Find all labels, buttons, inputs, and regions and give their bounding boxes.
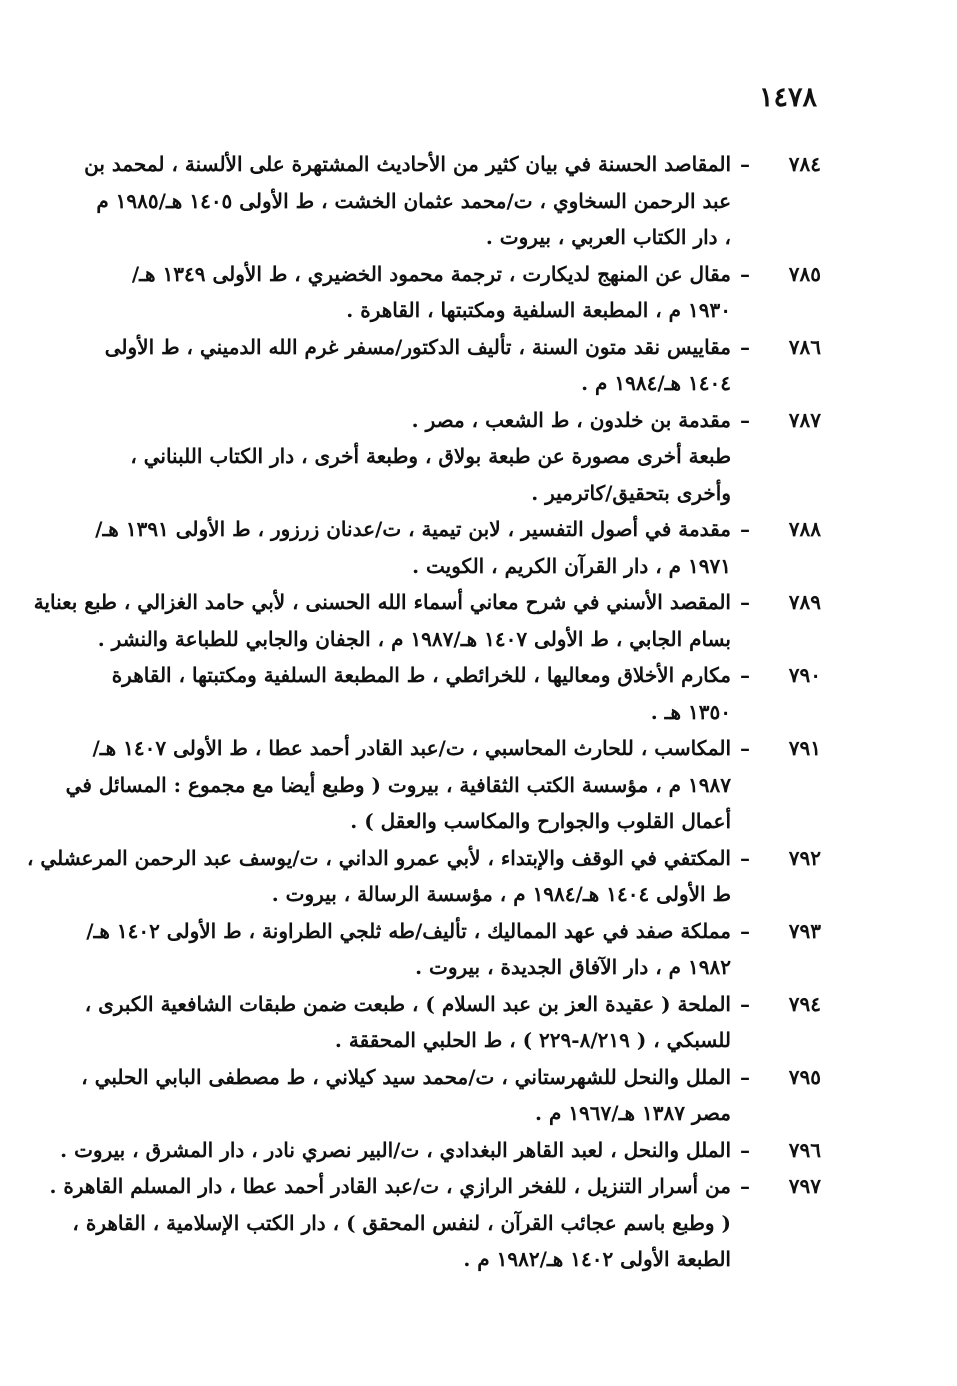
page-number: ١٤٧٨ xyxy=(758,82,817,113)
entry-number: ٧٨٩ xyxy=(788,590,821,614)
entry-dash: – xyxy=(740,736,750,760)
entry-line: طبعة أخرى مصورة عن طبعة بولاق ، وطبعة أخرى ، دار الكتاب اللبناني ، xyxy=(130,444,731,468)
entry-dash: – xyxy=(740,261,750,286)
entry-number: ٧٩٢ xyxy=(788,845,821,870)
entry-text xyxy=(112,657,731,730)
bibliography-entry xyxy=(104,329,821,402)
entry-line: وأخرى بتحقيق/كاترمير . xyxy=(531,480,731,505)
entry-dash: – xyxy=(740,845,750,870)
bibliography-entry xyxy=(111,657,821,730)
entry-line: أعمال القلوب والجوارح والمكاسب والعقل ) . xyxy=(350,809,731,833)
entry-number: ٧٩٣ xyxy=(788,918,821,943)
entry-dash: – xyxy=(740,991,750,1016)
entry-text xyxy=(84,146,731,256)
entry-line: ١٩٧١ م ، دار القرآن الكريم ، الكويت . xyxy=(412,553,731,578)
entry-line: مكارم الأخلاق ومعاليها ، للخرائطي ، ط المطبعة السلفية ومكتبتها ، القاهرة xyxy=(111,663,731,687)
entry-line: ١٩٨٢ م ، دار الآفاق الجديدة ، بيروت . xyxy=(415,955,731,979)
entry-text xyxy=(105,329,731,402)
entry-number: ٧٩٦ xyxy=(788,1137,821,1162)
entry-number: ٧٨٨ xyxy=(788,517,821,541)
entry-text xyxy=(131,256,731,329)
bibliography-entry xyxy=(33,584,821,657)
entry-text xyxy=(86,913,731,986)
entry-line: ط الأولى ١٤٠٤ هـ/١٩٨٤ م ، مؤسسة الرسالة ، بيروت . xyxy=(271,882,731,906)
entry-line: الملحة ( عقيدة العز بن عبد السلام ) ، طبعت ضمن طبقات الشافعية الكبرى ، xyxy=(84,991,731,1016)
entry-line: المكتفي في الوقف والإبتداء ، لأبي عمرو الداني ، ت/يوسف عبد الرحمن المرعشلي ، xyxy=(26,845,731,870)
entry-line: مقدمة في أصول التفسير ، لابن تيمية ، ت/عدنان زرزور ، ط الأولى ١٣٩١ هـ/ xyxy=(95,517,731,541)
entry-dash: – xyxy=(740,663,750,687)
entry-text xyxy=(27,840,731,913)
entry-line: الملل والنحل للشهرستاني ، ت/محمد سيد كيلاني ، ط مصطفى البابي الحلبي ، xyxy=(81,1064,731,1089)
bibliography-entry xyxy=(65,730,821,840)
entry-dash: – xyxy=(740,1137,750,1162)
entry-line: المقاصد الحسنة في بيان كثير من الأحاديث المشتهرة على الألسنة ، لمحمد بن xyxy=(84,152,731,176)
entry-line: ١٩٣٠ م ، المطبعة السلفية ومكتبتها ، القاهرة . xyxy=(346,298,731,322)
entry-dash: – xyxy=(740,1064,750,1089)
bibliography-entry xyxy=(81,1059,821,1132)
bibliography-list xyxy=(26,146,821,1278)
entry-number: ٧٨٤ xyxy=(788,152,821,176)
bibliography-entry xyxy=(26,840,821,913)
bibliography-entry xyxy=(95,511,821,584)
entry-dash: – xyxy=(740,918,750,943)
entry-line: ١٩٨٧ م ، مؤسسة الكتب الثقافية ، بيروت ( وطبع أيضا مع مجموع : المسائل في xyxy=(65,772,731,797)
entry-number: ٧٩١ xyxy=(788,736,821,760)
entry-text xyxy=(81,1059,731,1132)
entry-dash: – xyxy=(740,334,750,359)
entry-line: مملكة صفد في عهد المماليك ، تأليف/طه ثلجي الطراونة ، ط الأولى ١٤٠٢ هـ/ xyxy=(86,918,731,943)
entry-text xyxy=(60,1132,731,1169)
entry-number: ٧٨٧ xyxy=(788,407,821,432)
entry-line: ١٤٠٤ هـ/١٩٨٤ م . xyxy=(581,371,731,395)
entry-text xyxy=(49,1168,731,1278)
entry-number: ٧٩٥ xyxy=(788,1064,821,1089)
bibliography-entry xyxy=(131,402,821,512)
entry-text xyxy=(34,584,731,657)
entry-number: ٧٩٤ xyxy=(788,991,821,1016)
entry-line: الملل والنحل ، لعبد القاهر البغدادي ، ت/البير نصري نادر ، دار المشرق ، بيروت . xyxy=(60,1137,731,1162)
bibliography-entry xyxy=(49,1168,821,1278)
bibliography-entry xyxy=(60,1132,821,1169)
entry-line: الطبعة الأولى ١٤٠٢ هـ/١٩٨٢ م . xyxy=(463,1247,731,1271)
entry-line: المكاسب ، للحارث المحاسبي ، ت/عبد القادر أحمد عطا ، ط الأولى ١٤٠٧ هـ/ xyxy=(92,736,731,760)
entry-text xyxy=(85,986,731,1059)
entry-number: ٧٨٦ xyxy=(788,334,821,359)
entry-line: ١٣٥٠ هـ . xyxy=(650,699,731,724)
entry-number: ٧٩٠ xyxy=(788,663,821,687)
entry-line: من أسرار التنزيل ، للفخر الرازي ، ت/عبد القادر أحمد عطا ، دار المسلم القاهرة . xyxy=(49,1174,731,1198)
entry-line: ( وطبع باسم عجائب القرآن ، لنفس المحقق ) ، دار الكتب الإسلامية ، القاهرة ، xyxy=(72,1210,731,1235)
bibliography-entry xyxy=(84,986,821,1059)
entry-number: ٧٨٥ xyxy=(788,261,821,286)
entry-line: المقصد الأسني في شرح معاني أسماء الله الحسنى ، لأبي حامد الغزالي ، طبع بعناية xyxy=(33,590,731,614)
entry-dash: – xyxy=(740,517,750,541)
entry-text xyxy=(130,402,731,512)
entry-line: مقال عن المنهج لديكارت ، ترجمة محمود الخضيري ، ط الأولى ١٣٤٩ هـ/ xyxy=(131,261,731,286)
entry-line: مقدمة بن خلدون ، ط الشعب ، مصر . xyxy=(411,407,731,432)
entry-dash: – xyxy=(740,152,750,176)
entry-number: ٧٩٧ xyxy=(788,1174,821,1198)
entry-line: بسام الجابي ، ط الأولى ١٤٠٧ هـ/١٩٨٧ م ، الجفان والجابي للطباعة والنشر . xyxy=(97,626,731,651)
entry-line: ، دار الكتاب العربي ، بيروت . xyxy=(485,225,731,249)
entry-text xyxy=(95,511,731,584)
entry-line: عبد الرحمن السخاوي ، ت/محمد عثمان الخشت ، ط الأولى ١٤٠٥ هـ/١٩٨٥ م xyxy=(96,188,731,213)
entry-line: مصر ١٣٨٧ هـ/١٩٦٧ م . xyxy=(535,1101,731,1125)
entry-line: مقاييس نقد متون السنة ، تأليف الدكتور/مسفر غرم الله الدميني ، ط الأولى xyxy=(104,334,731,359)
entry-dash: – xyxy=(740,590,750,614)
bibliography-entry xyxy=(131,256,821,329)
bibliography-entry xyxy=(86,913,821,986)
entry-dash: – xyxy=(740,1174,750,1198)
entry-line: للسبكي ، ( ٨/٢١٩-٢٢٩ ) ، ط الحلبي المحققة . xyxy=(334,1028,731,1052)
bibliography-entry xyxy=(84,146,821,256)
entry-text xyxy=(66,730,731,840)
entry-dash: – xyxy=(740,407,750,432)
